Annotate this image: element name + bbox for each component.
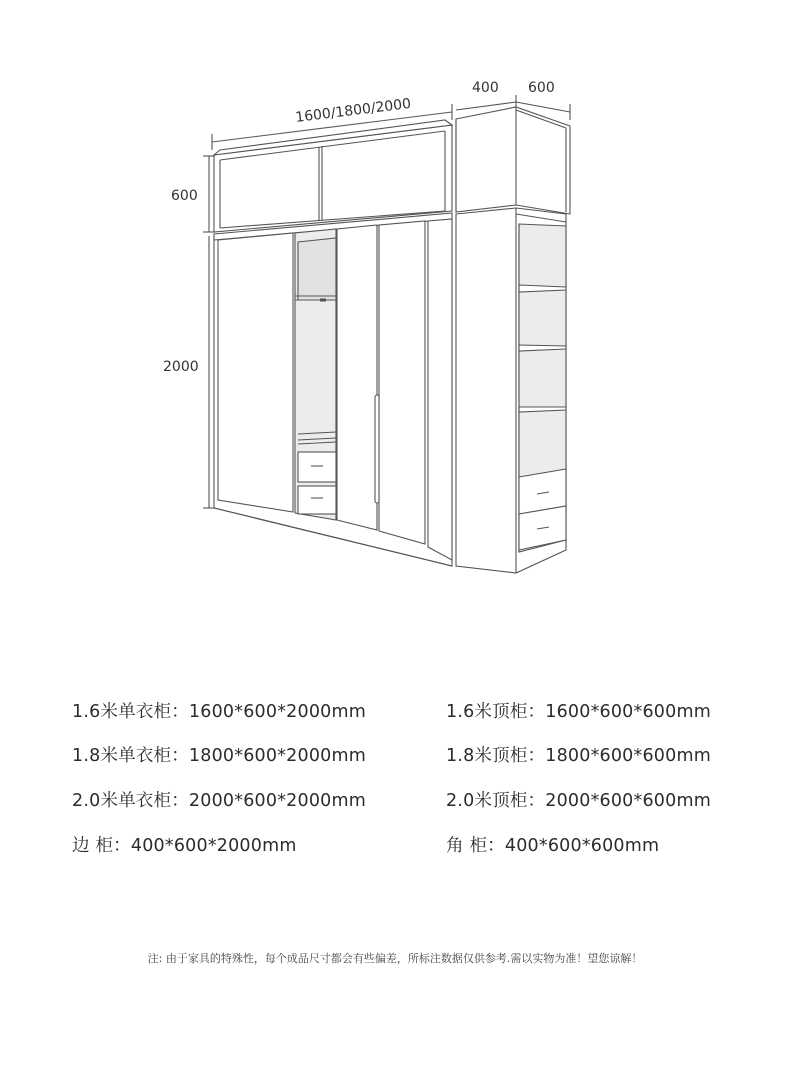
corner-top-cabinet [456,107,570,214]
side-depth-label: 400 [472,80,499,96]
spec-2-0-top-cabinet: 2.0米顶柜：2000*600*600mm [446,791,711,811]
spec-2-0-wardrobe: 2.0米单衣柜：2000*600*2000mm [72,791,366,811]
spec-1-8-wardrobe: 1.8米单衣柜：1800*600*2000mm [72,746,366,766]
side-cabinet [456,208,566,573]
body-height-label: 2000 [163,359,199,375]
depth-label: 600 [528,80,555,96]
spec-1-6-wardrobe: 1.6米单衣柜：1600*600*2000mm [72,702,366,722]
spec-corner-cabinet: 角 柜：400*600*600mm [446,836,660,856]
width-dimension-label: 1600/1800/2000 [294,95,412,126]
top-height-label: 600 [171,188,198,204]
spec-1-6-top-cabinet: 1.6米顶柜：1600*600*600mm [446,702,711,722]
height-dimension-line [203,156,215,508]
spec-1-8-top-cabinet: 1.8米顶柜：1800*600*600mm [446,746,711,766]
disclaimer-note: 注: 由于家具的特殊性，每个成品尺寸都会有些偏差，所标注数据仅供参考.需以实物为准！望您谅解！ [147,952,643,965]
main-wardrobe [214,213,452,566]
spec-side-cabinet: 边 柜：400*600*2000mm [72,836,297,856]
